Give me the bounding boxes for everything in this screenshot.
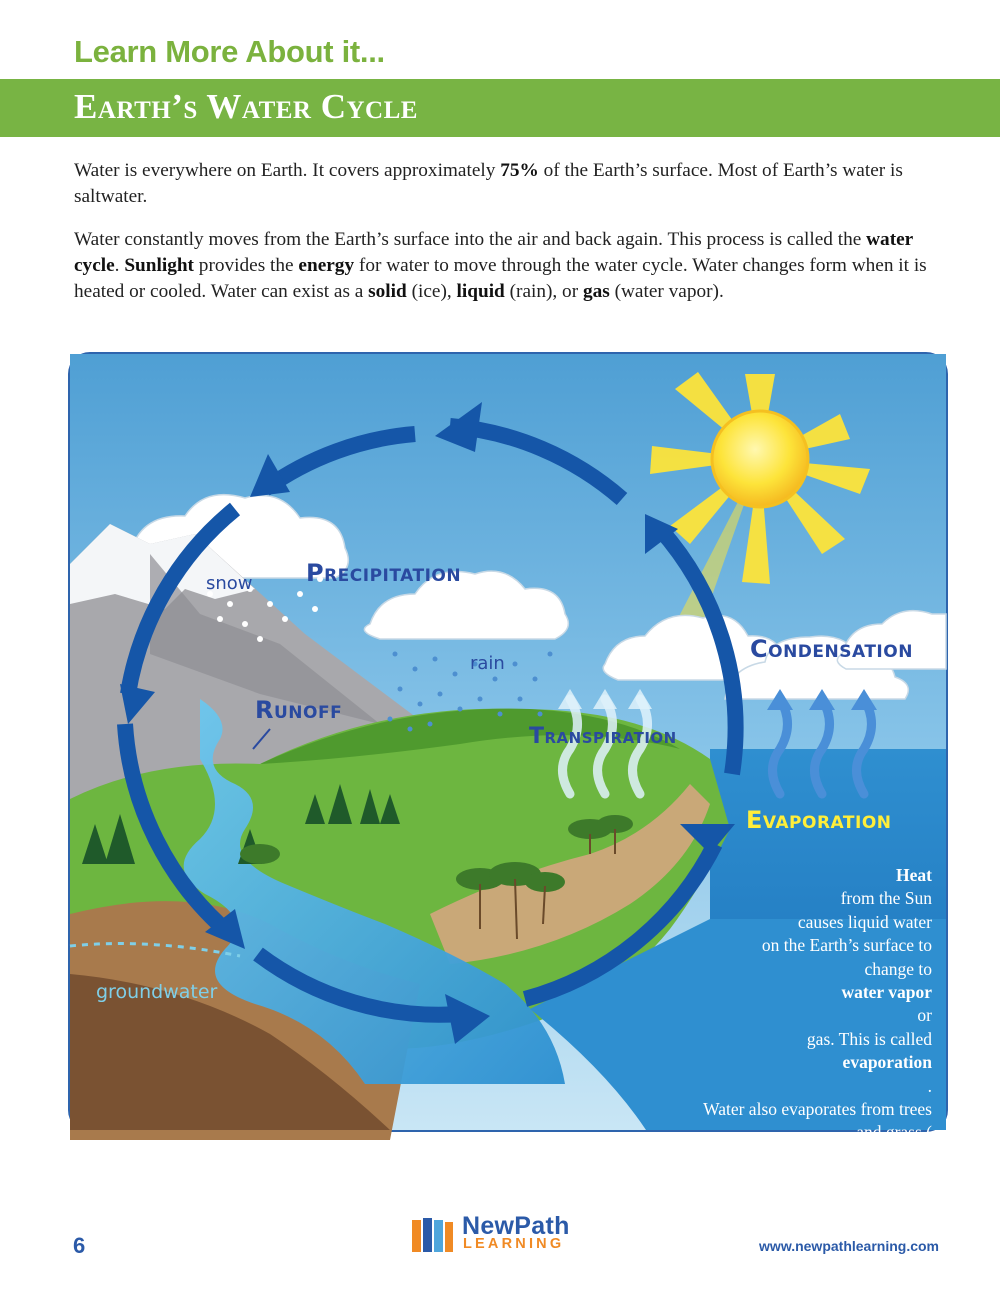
logo-word: NewPath [462, 1212, 570, 1240]
label-rain: rain [470, 653, 505, 674]
evaporation-explanation [630, 864, 932, 1192]
title-banner [0, 79, 1000, 137]
explanation-line: change to water vapor or [841, 958, 932, 1026]
label-condensation: Condensation [750, 635, 913, 663]
label-runoff: Runoff [255, 696, 343, 724]
book-icon [410, 1216, 456, 1256]
website-url: www.newpathlearning.com [759, 1238, 939, 1254]
logo-sub: LEARNING [463, 1236, 565, 1252]
label-transpiration: Transpiration [529, 724, 677, 749]
label-groundwater: groundwater [96, 981, 218, 1003]
newpath-logo [410, 1214, 590, 1258]
explanation-line: Water also evaporates from trees [703, 1099, 932, 1120]
section-kicker: Learn More About it... [74, 34, 385, 69]
intro-paragraph-1: Water is everywhere on Earth. It covers approximately 75% of the Earth’s surface. Most of Earth’s water is saltwater. [74, 160, 903, 207]
intro-paragraph-2: Water constantly moves from the Earth’s surface into the air and back again. This process is called the water cycle. Sunlight provides the energy for water to move through the water cycle. Water changes form when it is heated or cooled. Water can exist as a solid (ice), liquid (rain), or gas (water vapor). [74, 229, 927, 302]
label-evaporation: Evaporation [746, 806, 892, 834]
explanation-line: and grass ( transpiration ). [832, 1122, 932, 1190]
explanation-line: causes liquid water [797, 911, 932, 932]
label-snow: snow [206, 573, 253, 594]
water-cycle-diagram [68, 352, 948, 1190]
page-number: 6 [73, 1233, 86, 1258]
explanation-line: Heat from the Sun [840, 865, 932, 909]
label-precipitation: Precipitation [306, 559, 462, 587]
page-title: Earth’s Water Cycle [74, 87, 418, 126]
explanation-line: on the Earth’s surface to [761, 935, 932, 956]
explanation-line: gas. This is called evaporation . [806, 1028, 932, 1096]
